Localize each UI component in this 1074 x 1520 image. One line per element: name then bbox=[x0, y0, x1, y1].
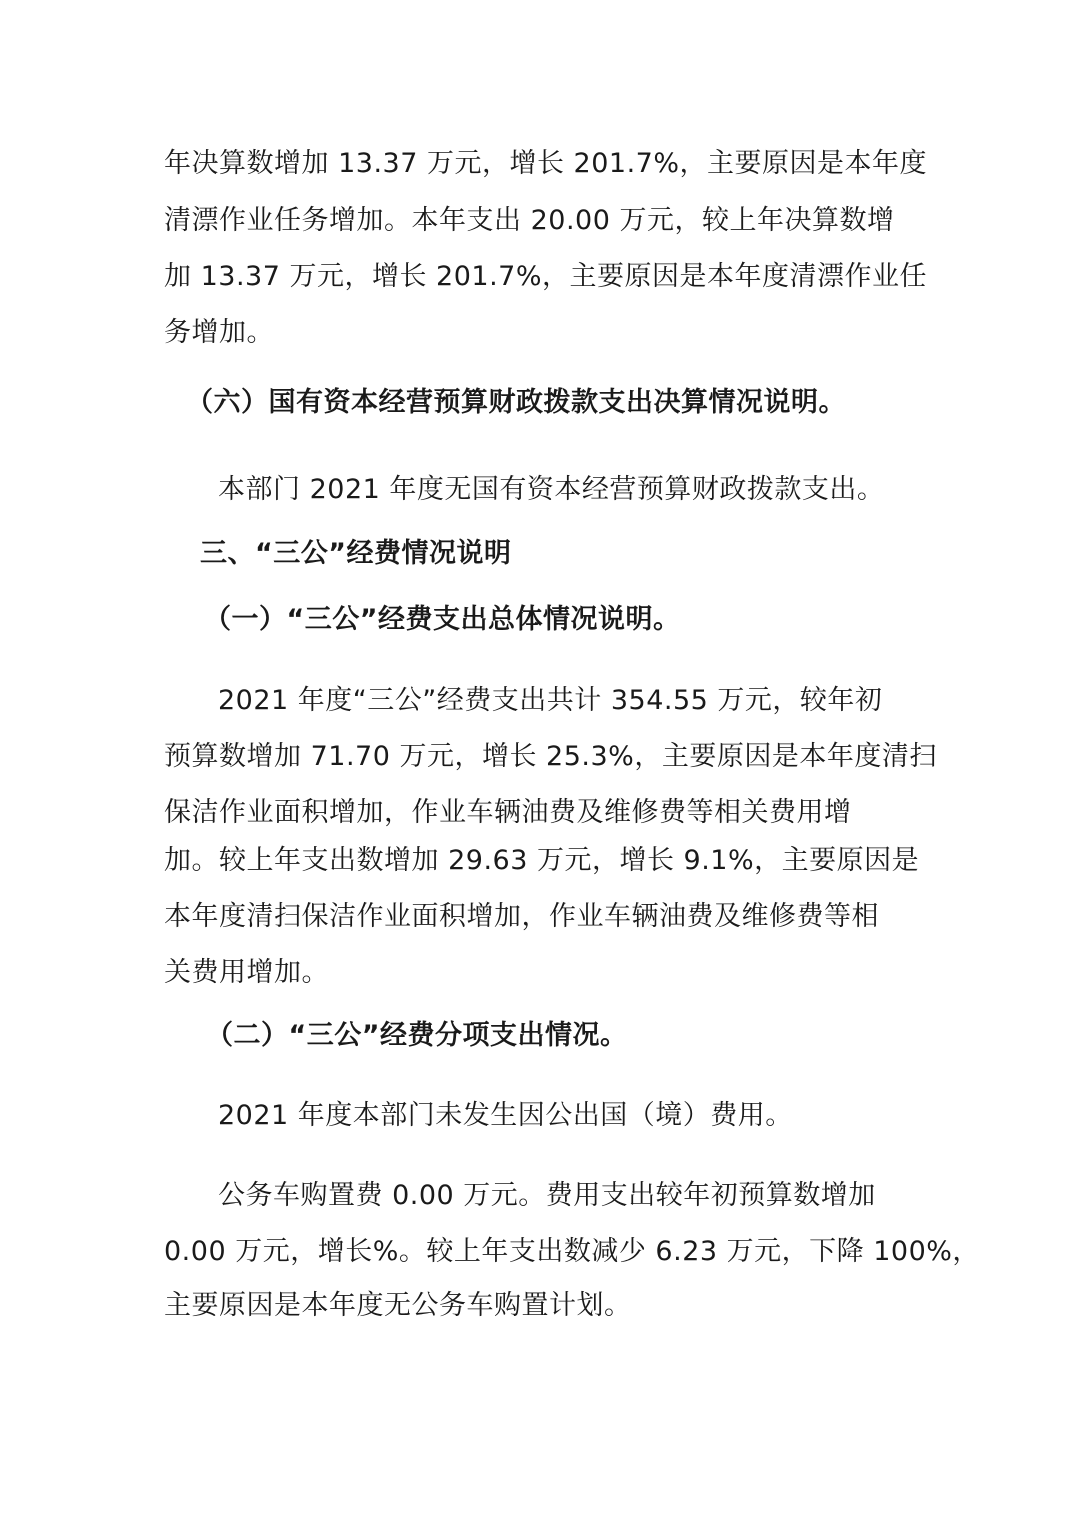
paragraph-5-line-1: 公务车购置费 0.00 万元。费用支出较年初预算数增加 bbox=[218, 1180, 876, 1211]
section-3-title: 三、“三公”经费情况说明 bbox=[200, 538, 512, 569]
paragraph-3-line-1: 2021 年度“三公”经费支出共计 354.55 万元，较年初 bbox=[218, 685, 883, 716]
paragraph-5-line-3: 主要原因是本年度无公务车购置计划。 bbox=[164, 1290, 632, 1321]
paragraph-2: 本部门 2021 年度无国有资本经营预算财政拨款支出。 bbox=[218, 474, 885, 505]
paragraph-3-line-3: 保洁作业面积增加，作业车辆油费及维修费等相关费用增 bbox=[164, 797, 852, 828]
subheading-1: （一）“三公”经费支出总体情况说明。 bbox=[204, 604, 681, 635]
paragraph-3-line-2: 预算数增加 71.70 万元，增长 25.3%，主要原因是本年度清扫 bbox=[164, 741, 937, 772]
paragraph-5-line-2: 0.00 万元，增长%。较上年支出数减少 6.23 万元，下降 100%， bbox=[164, 1236, 980, 1267]
paragraph-1-line-4: 务增加。 bbox=[164, 317, 274, 348]
paragraph-1-line-3: 加 13.37 万元，增长 201.7%，主要原因是本年度清漂作业任 bbox=[164, 261, 927, 292]
paragraph-4: 2021 年度本部门未发生因公出国（境）费用。 bbox=[218, 1100, 793, 1131]
paragraph-3-line-4: 加。较上年支出数增加 29.63 万元，增长 9.1%，主要原因是 bbox=[164, 845, 920, 876]
paragraph-3-line-5: 本年度清扫保洁作业面积增加，作业车辆油费及维修费等相 bbox=[164, 901, 879, 932]
paragraph-1-line-2: 清漂作业任务增加。本年支出 20.00 万元，较上年决算数增 bbox=[164, 205, 895, 236]
heading-6: （六）国有资本经营预算财政拨款支出决算情况说明。 bbox=[186, 387, 846, 418]
subheading-2: （二）“三公”经费分项支出情况。 bbox=[206, 1020, 628, 1051]
paragraph-3-line-6: 关费用增加。 bbox=[164, 957, 329, 988]
paragraph-1-line-1: 年决算数增加 13.37 万元，增长 201.7%，主要原因是本年度 bbox=[164, 148, 927, 179]
